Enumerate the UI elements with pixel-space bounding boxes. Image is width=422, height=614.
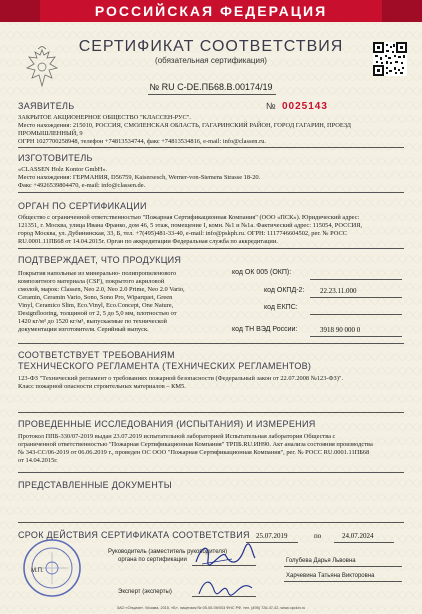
expert-signature-icon [196, 574, 256, 600]
applicant-heading: ЗАЯВИТЕЛЬ [18, 101, 75, 111]
code-underline [310, 314, 402, 315]
serial-number: 0025143 [282, 101, 328, 112]
tests-heading: ПРОВЕДЕННЫЕ ИССЛЕДОВАНИЯ (ИСПЫТАНИЯ) И ИЗМЕРЕНИЯ [18, 419, 316, 429]
head-signatory-name: Голубева Дарья Львовна [286, 558, 356, 564]
section-rule [18, 147, 404, 148]
tests-line: ограниченной ответственностью "Пожарная Сертификационная Компания" ТРПБ.RU.ИН90. Акт анализа состояния производства [18, 441, 373, 448]
tests-line: № 343-СС/06-2019 от 06.06.2019 г., проведен ОС ООО "Пожарная Сертификационная Компания", рег. № РОСС RU.0001.11ПБ68 [18, 449, 370, 456]
applicant-line: ПРОМЫШЛЕННЫЙ, 9 [18, 130, 83, 137]
product-code-label: код ТН ВЭД России: [232, 326, 298, 333]
registration-value: RU C-DE.ПБ68.В.00174/19 [161, 82, 273, 92]
product-line: Покрытия напольные из минерально- полипропиленового [18, 270, 177, 277]
code-underline [310, 279, 402, 280]
product-code-label: код ОКПД-2: [264, 287, 305, 294]
product-line: документации изготовителя. Серийный выпуск. [18, 326, 149, 333]
print-footer: ЗАО «Опцион», Москва, 2015, «Б», лицензия № 05-05-09/003 ФНС РФ, тел. (495) 726-47-42, www.opcion.ru [116, 606, 306, 610]
product-line: 1420 кг/м³ до 1520 кг/м³, выпускаемые по технической [18, 318, 167, 325]
registration-underline [148, 94, 276, 95]
requirements-line: 123-ФЗ "Технический регламент о требованиях пожарной безопасности (Федеральный закон от 22.07.2008 №123-ФЗ)". [18, 375, 344, 382]
validity-to: 24.07.2024 [342, 532, 374, 540]
requirements-subheading: ТЕХНИЧЕСКОГО РЕГЛАМЕНТА (ТЕХНИЧЕСКИХ РЕГЛАМЕНТОВ) [18, 361, 312, 371]
name-underline [284, 566, 402, 567]
tests-line: от 14.04.2015г. [18, 457, 58, 464]
validity-from: 25.07.2019 [256, 532, 288, 540]
documents-heading: ПРЕДСТАВЛЕННЫЕ ДОКУМЕНТЫ [18, 480, 173, 490]
manufacturer-line: Факс +4926539804470, e-mail: info@classen.de. [18, 182, 146, 189]
name-underline [284, 581, 402, 582]
registration-prefix: № [149, 82, 160, 92]
country-banner-text: РОССИЙСКАЯ ФЕДЕРАЦИЯ [94, 3, 328, 19]
certificate-subtitle: (обязательная сертификация) [155, 56, 267, 65]
manufacturer-line: «CLASSEN Holz Kontor GmbH». [18, 166, 108, 173]
certification-body-line: Общество с ограниченной ответственностью "Пожарная Сертификационная Компания" (ООО «ПСК»). Юридический адрес: [18, 214, 360, 221]
serial-prefix: № [266, 101, 276, 111]
product-code-value: 22.23.11.000 [320, 287, 357, 295]
date-underline [334, 542, 394, 543]
product-line: Vinyl, Ceramico Slim, Eco.Vinyl, Eco.Concept, One Nature, [18, 302, 174, 309]
product-line: Designflooring, толщиной от 2, 5 до 5,0 мм, плотностью от [18, 310, 177, 317]
certificate-title: СЕРТИФИКАТ СООТВЕТСТВИЯ [78, 38, 344, 55]
requirements-line: Класс пожарной опасности строительных материалов – КМ5. [18, 383, 186, 390]
product-heading: ПОДТВЕРЖДАЕТ, ЧТО ПРОДУКЦИЯ [18, 255, 182, 265]
product-code-value: 3918 90 000 0 [320, 326, 361, 334]
section-rule [18, 412, 404, 413]
product-code-label: код ОК 005 (ОКП): [232, 269, 292, 276]
tests-line: Протокол ППБ-330/07-2019 выдан 23.07.2019 испытательной лабораторией Испытательная лаборатория Общества с [18, 433, 336, 440]
product-code-label: код ЕКПС: [264, 304, 298, 311]
section-rule [18, 522, 404, 523]
applicant-line: ОГРН 1027700258948, телефон +74813534744, факс +74813534816, e-mail: info@classen.ru. [18, 138, 266, 145]
expert-label: Эксперт (эксперты) [118, 589, 172, 595]
product-line: Ceramin, Ceramin Vario, Sono, Sono Pro, Wiparquet, Green [18, 294, 173, 301]
section-rule [18, 248, 404, 249]
product-line: композитного материала (CSF), покрытого акриловой [18, 278, 165, 285]
section-rule [18, 192, 404, 193]
applicant-line: Место нахождения: 215010, РОССИЯ, СМОЛЕНСКАЯ ОБЛАСТЬ, ГАГАРИНСКИЙ РАЙОН, ГОРОД ГАГАРИН, ПРОЕЗД [18, 122, 352, 129]
section-rule [18, 472, 404, 473]
head-signature-icon [192, 540, 258, 570]
requirements-heading: СООТВЕТСТВУЕТ ТРЕБОВАНИЯМ [18, 350, 175, 360]
product-line: смолой, марок: Classen, Neo 2.0, Neo 2.0 Prime, Neo 2.0 Vario, [18, 286, 185, 293]
expert-name: Харчевина Татьяна Викторовна [286, 573, 375, 579]
manufacturer-line: Место нахождения: ГЕРМАНИЯ, D56759, Kaisersesch, Werner-von-Siemens Strasse 18-20. [18, 174, 261, 181]
registration-number [0, 82, 422, 92]
applicant-line: ЗАКРЫТОЕ АКЦИОНЕРНОЕ ОБЩЕСТВО "КЛАССЕН-РУС". [18, 114, 192, 121]
head-signatory-label: Руководитель (заместитель руководителя) [108, 549, 228, 555]
certification-body-line: город Москва, ул. Дубининская, 33, Б, тел. +7(495)481-33-40, e-mail: info@pskph.ru. ОГРН: 1117746604502, рег. № РОСС [18, 230, 347, 237]
stamp-place-label: М.П. [31, 568, 44, 574]
validity-separator: по [314, 532, 322, 540]
head-signatory-label: органа по сертификации [118, 557, 187, 563]
certification-body-line: RU.0001.11ПБ68 от 14.04.2015г. Орган по аккредитации Федеральная служба по аккредитации. [18, 238, 278, 245]
validity-heading: СРОК ДЕЙСТВИЯ СЕРТИФИКАТА СООТВЕТСТВИЯ [18, 530, 250, 540]
code-underline [310, 297, 402, 298]
section-rule [18, 343, 404, 344]
certification-body-line: 121351, г. Москва, улица Ивана Франко, дом 46, 5 этаж, помещение I, комн. №1 и №1а. Фактический адрес: 115054, РОССИЯ, [18, 222, 363, 229]
code-underline [310, 336, 402, 337]
certification-body-heading: ОРГАН ПО СЕРТИФИКАЦИИ [18, 201, 147, 211]
manufacturer-heading: ИЗГОТОВИТЕЛЬ [18, 153, 93, 163]
